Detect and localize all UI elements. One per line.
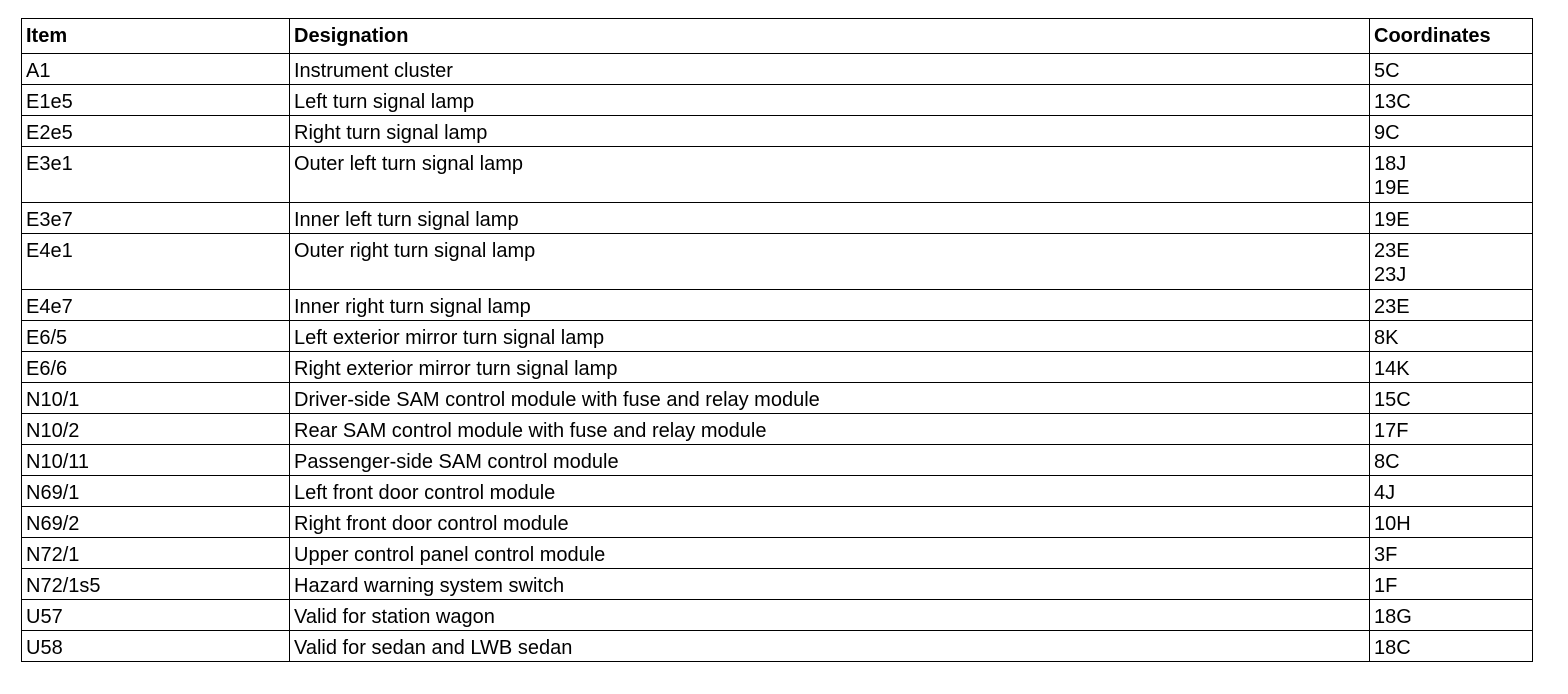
table-row <box>22 631 1533 662</box>
designation-cell: Instrument cluster <box>290 54 1370 85</box>
coordinates-cell <box>1370 116 1533 147</box>
coordinates-cell <box>1370 234 1533 290</box>
coordinates-cell <box>1370 507 1533 538</box>
table-row <box>22 600 1533 631</box>
item-cell: E6/5 <box>22 321 290 352</box>
item-cell: U57 <box>22 600 290 631</box>
table-row <box>22 445 1533 476</box>
table-row <box>22 54 1533 85</box>
designation-cell: Valid for sedan and LWB sedan <box>290 631 1370 662</box>
table-row <box>22 507 1533 538</box>
designation-cell: Left exterior mirror turn signal lamp <box>290 321 1370 352</box>
column-header-coordinates: Coordinates <box>1370 19 1533 54</box>
designation-cell: Inner right turn signal lamp <box>290 290 1370 321</box>
designation-cell: Right turn signal lamp <box>290 116 1370 147</box>
item-cell: N72/1s5 <box>22 569 290 600</box>
item-cell: N10/2 <box>22 414 290 445</box>
table-row <box>22 538 1533 569</box>
coordinate-value: 18C <box>1374 637 1411 659</box>
table-header-row <box>22 19 1533 54</box>
table-row <box>22 203 1533 234</box>
designation-cell: Valid for station wagon <box>290 600 1370 631</box>
coordinate-value: 8K <box>1374 327 1399 349</box>
designation-cell: Upper control panel control module <box>290 538 1370 569</box>
coordinate-value: 3F <box>1374 544 1398 566</box>
coordinate-value: 9C <box>1374 122 1400 144</box>
coordinates-cell <box>1370 445 1533 476</box>
designation-cell: Right front door control module <box>290 507 1370 538</box>
designation-cell: Driver-side SAM control module with fuse and relay module <box>290 383 1370 414</box>
coordinates-cell <box>1370 85 1533 116</box>
designation-cell: Outer right turn signal lamp <box>290 234 1370 290</box>
coordinates-cell <box>1370 476 1533 507</box>
coordinates-cell <box>1370 290 1533 321</box>
designation-cell: Outer left turn signal lamp <box>290 147 1370 203</box>
item-cell: A1 <box>22 54 290 85</box>
coordinates-cell <box>1370 569 1533 600</box>
table-row <box>22 290 1533 321</box>
coordinate-value: 5C <box>1374 60 1400 82</box>
item-cell: E3e1 <box>22 147 290 203</box>
table-row <box>22 352 1533 383</box>
coordinates-cell <box>1370 383 1533 414</box>
item-cell: E6/6 <box>22 352 290 383</box>
column-header-item: Item <box>22 19 290 54</box>
designation-cell: Left turn signal lamp <box>290 85 1370 116</box>
table-row <box>22 383 1533 414</box>
coordinate-value: 18G <box>1374 606 1412 628</box>
item-cell: E1e5 <box>22 85 290 116</box>
table-row <box>22 414 1533 445</box>
coordinates-cell <box>1370 631 1533 662</box>
item-cell: E4e1 <box>22 234 290 290</box>
coordinate-value: 19E <box>1374 209 1410 231</box>
coordinate-value: 8C <box>1374 451 1400 473</box>
item-cell: E2e5 <box>22 116 290 147</box>
table-row <box>22 116 1533 147</box>
coordinate-value: 23E <box>1374 296 1410 318</box>
designation-cell: Passenger-side SAM control module <box>290 445 1370 476</box>
coordinates-cell <box>1370 321 1533 352</box>
item-cell: N69/2 <box>22 507 290 538</box>
coordinates-cell <box>1370 414 1533 445</box>
table-row <box>22 147 1533 203</box>
item-designation-table <box>21 18 1533 662</box>
item-cell: N10/11 <box>22 445 290 476</box>
item-cell: E3e7 <box>22 203 290 234</box>
item-cell: N10/1 <box>22 383 290 414</box>
coordinate-value: 23J <box>1374 264 1407 286</box>
coordinate-value: 15C <box>1374 389 1411 411</box>
table-row <box>22 85 1533 116</box>
designation-cell: Right exterior mirror turn signal lamp <box>290 352 1370 383</box>
coordinate-value: 18J <box>1374 153 1407 175</box>
coordinate-value: 13C <box>1374 91 1411 113</box>
coordinate-value: 17F <box>1374 420 1409 442</box>
table-row <box>22 476 1533 507</box>
coordinate-value: 10H <box>1374 513 1411 535</box>
item-cell: N72/1 <box>22 538 290 569</box>
coordinate-value: 1F <box>1374 575 1398 597</box>
item-cell: N69/1 <box>22 476 290 507</box>
designation-cell: Inner left turn signal lamp <box>290 203 1370 234</box>
table-body <box>22 54 1533 662</box>
table-row <box>22 234 1533 290</box>
coordinates-cell <box>1370 600 1533 631</box>
coordinate-value: 19E <box>1374 177 1410 199</box>
coordinate-value: 23E <box>1374 240 1410 262</box>
coordinates-cell <box>1370 147 1533 203</box>
item-cell: U58 <box>22 631 290 662</box>
coordinate-value: 4J <box>1374 482 1396 504</box>
column-header-designation: Designation <box>290 19 1370 54</box>
designation-cell: Left front door control module <box>290 476 1370 507</box>
table-row <box>22 569 1533 600</box>
designation-cell: Rear SAM control module with fuse and relay module <box>290 414 1370 445</box>
coordinates-cell <box>1370 538 1533 569</box>
coordinate-value: 14K <box>1374 358 1410 380</box>
coordinates-cell <box>1370 203 1533 234</box>
designation-cell: Hazard warning system switch <box>290 569 1370 600</box>
coordinates-cell <box>1370 352 1533 383</box>
item-cell: E4e7 <box>22 290 290 321</box>
coordinates-cell <box>1370 54 1533 85</box>
table-row <box>22 321 1533 352</box>
